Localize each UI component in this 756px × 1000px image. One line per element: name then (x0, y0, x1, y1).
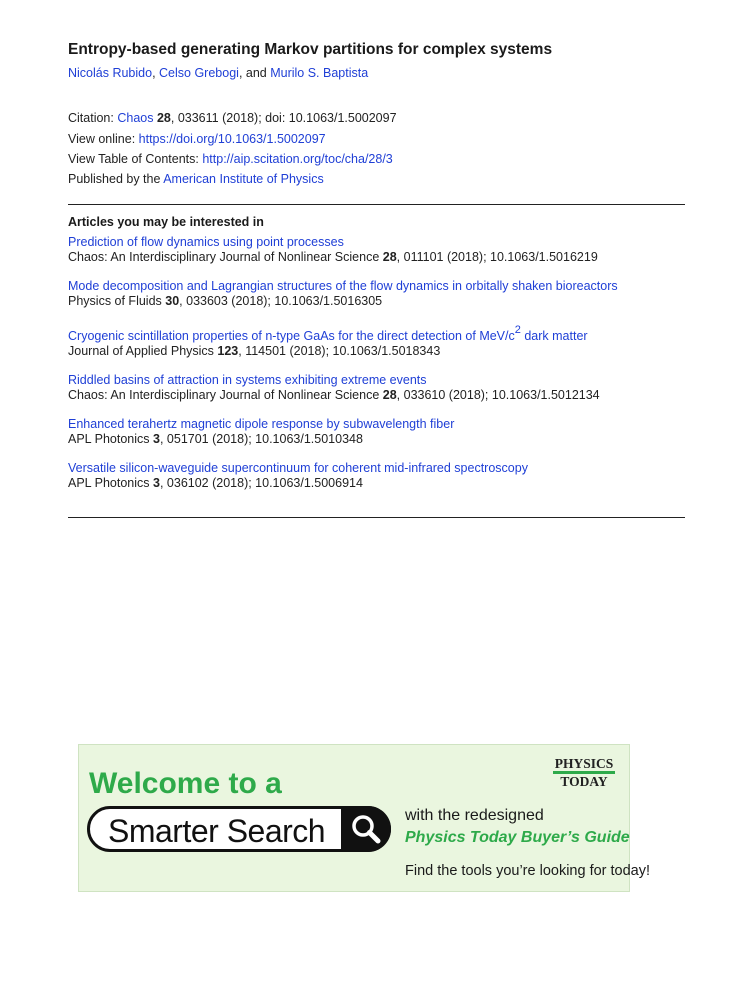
divider-bottom (68, 517, 685, 518)
author-separator: , and (238, 66, 271, 80)
ad-guide-text: Physics Today Buyer’s Guide (405, 829, 630, 846)
related-article (68, 461, 528, 491)
ad-search-box (87, 806, 391, 852)
view-online-label: View online: (68, 132, 139, 146)
related-article-citation: APL Photonics 3, 036102 (2018); 10.1063/1.5006914 (68, 476, 363, 490)
citation-label: Citation: (68, 111, 118, 125)
journal-link[interactable]: Chaos (117, 111, 154, 125)
related-article-title-link[interactable]: Versatile silicon-waveguide supercontinuum for coherent mid-infrared spectroscopy (68, 461, 528, 475)
related-article (68, 279, 618, 309)
author-link-rubido[interactable]: Nicolás Rubido (68, 66, 153, 80)
related-article (68, 235, 598, 265)
author-link-baptista[interactable]: Murilo S. Baptista (270, 66, 369, 80)
citation-rest: , 033611 (2018); doi: 10.1063/1.5002097 (170, 111, 397, 125)
related-article-title-link[interactable]: Riddled basins of attraction in systems exhibiting extreme events (68, 373, 427, 387)
related-article (68, 323, 588, 359)
article-title: Entropy-based generating Markov partitions for complex systems (68, 41, 553, 58)
related-article-title-link[interactable]: Cryogenic scintillation properties of n-type GaAs for the direct detection of MeV/$c^2$ dark matter (68, 323, 588, 343)
related-article-citation: APL Photonics 3, 051701 (2018); 10.1063/1.5010348 (68, 432, 363, 446)
logo-line-2: TODAY (560, 774, 608, 789)
ad-with-text: with the redesigned (405, 807, 544, 824)
ad-find-text: Find the tools you’re looking for today! (405, 863, 651, 879)
toc-line (68, 152, 393, 166)
related-article-citation: Physics of Fluids 30, 033603 (2018); 10.1063/1.5016305 (68, 294, 383, 308)
ad-banner[interactable] (78, 744, 651, 892)
author-list (68, 66, 368, 80)
related-article-citation: Journal of Applied Physics 123, 114501 (2018); 10.1063/1.5018343 (68, 344, 441, 358)
related-article-title-link[interactable]: Enhanced terahertz magnetic dipole response by subwavelength fiber (68, 417, 455, 431)
related-article (68, 373, 600, 403)
view-online-line (68, 132, 326, 146)
publisher-label: Published by the (68, 172, 164, 186)
physics-today-logo (549, 757, 619, 788)
related-article-title-link[interactable]: Prediction of flow dynamics using point processes (68, 235, 344, 249)
citation-line (68, 111, 397, 125)
toc-label: View Table of Contents: (68, 152, 203, 166)
author-separator: , (152, 66, 160, 80)
related-article-citation: Chaos: An Interdisciplinary Journal of Nonlinear Science 28, 011101 (2018); 10.1063/1.5016219 (68, 250, 598, 264)
related-article-citation: Chaos: An Interdisciplinary Journal of Nonlinear Science 28, 033610 (2018); 10.1063/1.5012134 (68, 388, 600, 402)
related-article-title-link[interactable]: Mode decomposition and Lagrangian structures of the flow dynamics in orbitally shaken bioreactors (68, 279, 618, 293)
ad-welcome-text: Welcome to a (89, 767, 282, 800)
magnifier-icon (341, 806, 391, 852)
related-articles-heading: Articles you may be interested in (68, 215, 264, 229)
ad-search-text: Smarter Search (108, 813, 326, 849)
publisher-link[interactable]: American Institute of Physics (163, 172, 324, 186)
publisher-line (68, 172, 324, 186)
divider-top (68, 204, 685, 205)
citation-volume: 28 (156, 111, 171, 125)
author-link-grebogi[interactable]: Celso Grebogi (159, 66, 239, 80)
ad-search-button (341, 806, 391, 852)
doi-link[interactable]: https://doi.org/10.1063/1.5002097 (138, 132, 326, 146)
superscript: 2 (514, 323, 521, 336)
toc-link[interactable]: http://aip.scitation.org/toc/cha/28/3 (202, 152, 393, 166)
related-article (68, 417, 454, 447)
logo-line-1: PHYSICS (554, 756, 614, 771)
